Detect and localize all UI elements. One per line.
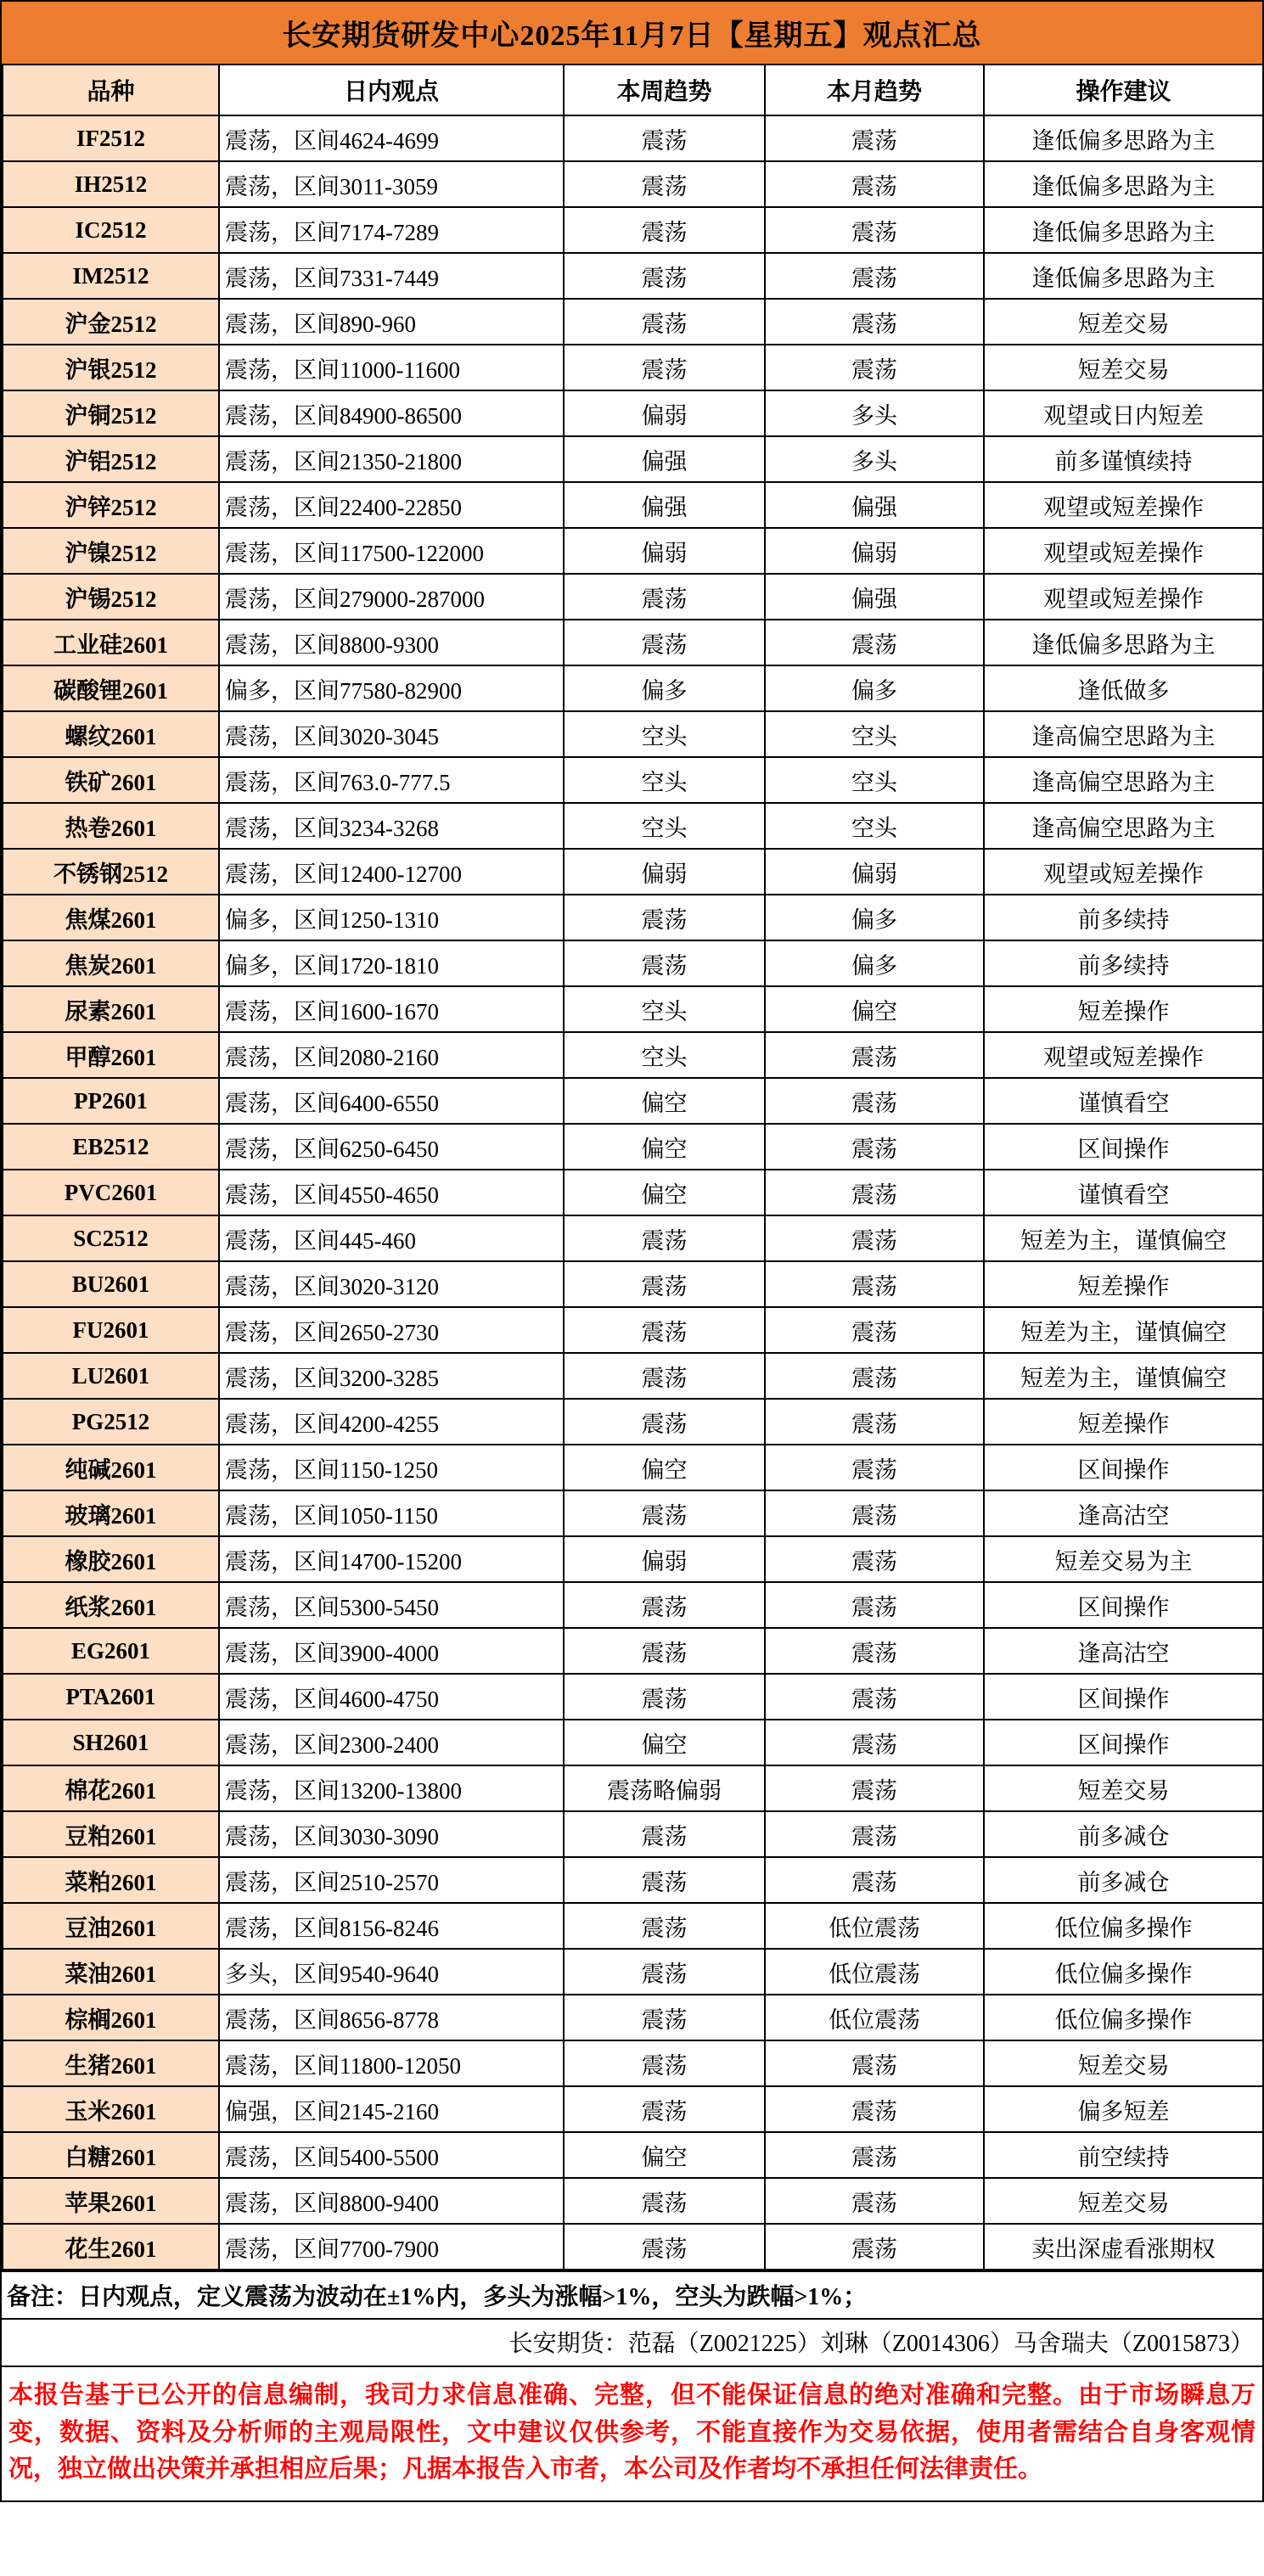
- advice-cell: 短差为主，谨慎偏空: [984, 1353, 1263, 1399]
- variety-cell: 菜粕2601: [3, 1857, 219, 1903]
- variety-cell: 沪镍2512: [3, 528, 219, 574]
- intraday-view-cell: 震荡，区间12400-12700: [219, 849, 564, 895]
- week-trend-cell: 偏空: [564, 2132, 765, 2178]
- month-trend-cell: 低位震荡: [765, 1949, 984, 1995]
- intraday-view-cell: 震荡，区间8800-9400: [219, 2178, 564, 2224]
- table-row: [3, 986, 1263, 1032]
- week-trend-cell: 震荡: [564, 620, 765, 665]
- intraday-view-cell: 震荡，区间22400-22850: [219, 482, 564, 528]
- month-trend-cell: 空头: [765, 757, 984, 803]
- month-trend-cell: 震荡: [765, 1124, 984, 1170]
- table-row: [3, 1399, 1263, 1445]
- intraday-view-cell: 震荡，区间3900-4000: [219, 1628, 564, 1674]
- header-row: [3, 65, 1263, 115]
- month-trend-cell: 震荡: [765, 2224, 984, 2270]
- advice-cell: 短差操作: [984, 986, 1263, 1032]
- month-trend-cell: 偏空: [765, 986, 984, 1032]
- month-trend-cell: 震荡: [765, 345, 984, 390]
- advice-cell: 短差交易为主: [984, 1536, 1263, 1582]
- table-row: [3, 1170, 1263, 1215]
- advice-cell: 逢高偏空思路为主: [984, 803, 1263, 849]
- month-trend-cell: 震荡: [765, 1032, 984, 1078]
- week-trend-cell: 震荡: [564, 1628, 765, 1674]
- column-header-month-trend: 本月趋势: [765, 65, 984, 115]
- month-trend-cell: 震荡: [765, 1720, 984, 1765]
- month-trend-cell: 震荡: [765, 2132, 984, 2178]
- variety-cell: 纸浆2601: [3, 1582, 219, 1628]
- advice-cell: 观望或短差操作: [984, 574, 1263, 620]
- week-trend-cell: 偏弱: [564, 528, 765, 574]
- intraday-view-cell: 震荡，区间445-460: [219, 1215, 564, 1261]
- advice-cell: 前多谨慎续持: [984, 436, 1263, 482]
- advice-cell: 短差为主，谨慎偏空: [984, 1215, 1263, 1261]
- column-header-advice: 操作建议: [984, 65, 1263, 115]
- month-trend-cell: 震荡: [765, 1170, 984, 1215]
- intraday-view-cell: 震荡，区间5300-5450: [219, 1582, 564, 1628]
- intraday-view-cell: 多头，区间9540-9640: [219, 1949, 564, 1995]
- intraday-view-cell: 震荡，区间7700-7900: [219, 2224, 564, 2270]
- week-trend-cell: 震荡: [564, 1811, 765, 1857]
- table-row: [3, 299, 1263, 345]
- month-trend-cell: 空头: [765, 803, 984, 849]
- intraday-view-cell: 震荡，区间1050-1150: [219, 1490, 564, 1536]
- variety-cell: IH2512: [3, 161, 219, 207]
- variety-cell: 菜油2601: [3, 1949, 219, 1995]
- variety-cell: PG2512: [3, 1399, 219, 1445]
- week-trend-cell: 震荡: [564, 2224, 765, 2270]
- variety-cell: 沪锡2512: [3, 574, 219, 620]
- intraday-view-cell: 偏多，区间1720-1810: [219, 940, 564, 986]
- month-trend-cell: 震荡: [765, 1215, 984, 1261]
- intraday-view-cell: 偏强，区间2145-2160: [219, 2086, 564, 2132]
- week-trend-cell: 震荡: [564, 1949, 765, 1995]
- week-trend-cell: 偏空: [564, 1078, 765, 1124]
- intraday-view-cell: 震荡，区间4600-4750: [219, 1674, 564, 1720]
- advice-cell: 短差交易: [984, 2040, 1263, 2086]
- report-title: 长安期货研发中心2025年11月7日【星期五】观点汇总: [2, 2, 1262, 64]
- variety-cell: 沪银2512: [3, 345, 219, 390]
- table-row: [3, 161, 1263, 207]
- month-trend-cell: 震荡: [765, 1628, 984, 1674]
- week-trend-cell: 震荡: [564, 161, 765, 207]
- variety-cell: 焦炭2601: [3, 940, 219, 986]
- month-trend-cell: 震荡: [765, 115, 984, 161]
- advice-cell: 区间操作: [984, 1720, 1263, 1765]
- table-row: [3, 1582, 1263, 1628]
- intraday-view-cell: 震荡，区间1150-1250: [219, 1445, 564, 1490]
- table-row: [3, 574, 1263, 620]
- table-row: [3, 1628, 1263, 1674]
- intraday-view-cell: 偏多，区间1250-1310: [219, 895, 564, 940]
- month-trend-cell: 震荡: [765, 1857, 984, 1903]
- table-body: [3, 115, 1263, 2270]
- week-trend-cell: 偏弱: [564, 849, 765, 895]
- table-row: [3, 1720, 1263, 1765]
- variety-cell: EB2512: [3, 1124, 219, 1170]
- advice-cell: 逢低偏多思路为主: [984, 207, 1263, 253]
- table-row: [3, 2132, 1263, 2178]
- month-trend-cell: 多头: [765, 390, 984, 436]
- intraday-view-cell: 震荡，区间11800-12050: [219, 2040, 564, 2086]
- week-trend-cell: 偏强: [564, 482, 765, 528]
- intraday-view-cell: 震荡，区间4200-4255: [219, 1399, 564, 1445]
- column-header-variety: 品种: [3, 65, 219, 115]
- table-row: [3, 253, 1263, 299]
- variety-cell: SH2601: [3, 1720, 219, 1765]
- week-trend-cell: 震荡: [564, 940, 765, 986]
- table-row: [3, 1353, 1263, 1399]
- variety-cell: 沪锌2512: [3, 482, 219, 528]
- intraday-view-cell: 偏多，区间77580-82900: [219, 665, 564, 711]
- advice-cell: 低位偏多操作: [984, 1995, 1263, 2040]
- advice-cell: 前多减仓: [984, 1857, 1263, 1903]
- week-trend-cell: 震荡: [564, 1215, 765, 1261]
- table-row: [3, 940, 1263, 986]
- week-trend-cell: 震荡: [564, 115, 765, 161]
- month-trend-cell: 偏弱: [765, 849, 984, 895]
- variety-cell: EG2601: [3, 1628, 219, 1674]
- week-trend-cell: 偏空: [564, 1445, 765, 1490]
- variety-cell: 工业硅2601: [3, 620, 219, 665]
- week-trend-cell: 震荡: [564, 207, 765, 253]
- table-row: [3, 345, 1263, 390]
- week-trend-cell: 震荡: [564, 2086, 765, 2132]
- week-trend-cell: 震荡略偏弱: [564, 1765, 765, 1811]
- week-trend-cell: 空头: [564, 757, 765, 803]
- advice-cell: 逢高沽空: [984, 1490, 1263, 1536]
- advice-cell: 短差为主，谨慎偏空: [984, 1307, 1263, 1353]
- month-trend-cell: 偏强: [765, 482, 984, 528]
- variety-cell: IF2512: [3, 115, 219, 161]
- opinion-summary-table: [2, 64, 1264, 2270]
- intraday-view-cell: 震荡，区间14700-15200: [219, 1536, 564, 1582]
- month-trend-cell: 震荡: [765, 620, 984, 665]
- advice-cell: 短差操作: [984, 1261, 1263, 1307]
- month-trend-cell: 震荡: [765, 2086, 984, 2132]
- month-trend-cell: 低位震荡: [765, 1903, 984, 1949]
- variety-cell: IC2512: [3, 207, 219, 253]
- month-trend-cell: 震荡: [765, 1674, 984, 1720]
- week-trend-cell: 空头: [564, 711, 765, 757]
- week-trend-cell: 震荡: [564, 1399, 765, 1445]
- table-row: [3, 207, 1263, 253]
- table-row: [3, 482, 1263, 528]
- note-line: 备注：日内观点，定义震荡为波动在±1%内，多头为涨幅>1%，空头为跌幅>1%；: [2, 2270, 1262, 2318]
- intraday-view-cell: 震荡，区间890-960: [219, 299, 564, 345]
- week-trend-cell: 震荡: [564, 1674, 765, 1720]
- column-header-week-trend: 本周趋势: [564, 65, 765, 115]
- variety-cell: 棉花2601: [3, 1765, 219, 1811]
- intraday-view-cell: 震荡，区间8656-8778: [219, 1995, 564, 2040]
- month-trend-cell: 偏弱: [765, 528, 984, 574]
- advice-cell: 前多续持: [984, 895, 1263, 940]
- advice-cell: 短差交易: [984, 345, 1263, 390]
- week-trend-cell: 偏空: [564, 1170, 765, 1215]
- intraday-view-cell: 震荡，区间11000-11600: [219, 345, 564, 390]
- intraday-view-cell: 震荡，区间3030-3090: [219, 1811, 564, 1857]
- table-row: [3, 1307, 1263, 1353]
- table-row: [3, 1949, 1263, 1995]
- week-trend-cell: 震荡: [564, 2178, 765, 2224]
- variety-cell: 橡胶2601: [3, 1536, 219, 1582]
- month-trend-cell: 震荡: [765, 1078, 984, 1124]
- advice-cell: 卖出深虚看涨期权: [984, 2224, 1263, 2270]
- week-trend-cell: 震荡: [564, 2040, 765, 2086]
- month-trend-cell: 震荡: [765, 2178, 984, 2224]
- month-trend-cell: 震荡: [765, 207, 984, 253]
- advice-cell: 区间操作: [984, 1124, 1263, 1170]
- variety-cell: PVC2601: [3, 1170, 219, 1215]
- week-trend-cell: 震荡: [564, 1307, 765, 1353]
- table-row: [3, 1032, 1263, 1078]
- month-trend-cell: 震荡: [765, 161, 984, 207]
- advice-cell: 短差操作: [984, 1399, 1263, 1445]
- table-row: [3, 1811, 1263, 1857]
- month-trend-cell: 多头: [765, 436, 984, 482]
- variety-cell: PTA2601: [3, 1674, 219, 1720]
- advice-cell: 观望或日内短差: [984, 390, 1263, 436]
- intraday-view-cell: 震荡，区间13200-13800: [219, 1765, 564, 1811]
- table-row: [3, 2086, 1263, 2132]
- variety-cell: FU2601: [3, 1307, 219, 1353]
- column-header-intraday-view: 日内观点: [219, 65, 564, 115]
- table-row: [3, 711, 1263, 757]
- intraday-view-cell: 震荡，区间7174-7289: [219, 207, 564, 253]
- advice-cell: 低位偏多操作: [984, 1949, 1263, 1995]
- advice-cell: 逢高偏空思路为主: [984, 711, 1263, 757]
- variety-cell: 铁矿2601: [3, 757, 219, 803]
- week-trend-cell: 空头: [564, 803, 765, 849]
- advice-cell: 前空续持: [984, 2132, 1263, 2178]
- variety-cell: 不锈钢2512: [3, 849, 219, 895]
- week-trend-cell: 震荡: [564, 574, 765, 620]
- intraday-view-cell: 震荡，区间2650-2730: [219, 1307, 564, 1353]
- table-row: [3, 528, 1263, 574]
- intraday-view-cell: 震荡，区间3234-3268: [219, 803, 564, 849]
- variety-cell: 玻璃2601: [3, 1490, 219, 1536]
- advice-cell: 观望或短差操作: [984, 482, 1263, 528]
- advice-cell: 区间操作: [984, 1445, 1263, 1490]
- month-trend-cell: 空头: [765, 711, 984, 757]
- variety-cell: IM2512: [3, 253, 219, 299]
- variety-cell: 沪铝2512: [3, 436, 219, 482]
- intraday-view-cell: 震荡，区间763.0-777.5: [219, 757, 564, 803]
- table-row: [3, 895, 1263, 940]
- variety-cell: 纯碱2601: [3, 1445, 219, 1490]
- advice-cell: 逢高偏空思路为主: [984, 757, 1263, 803]
- month-trend-cell: 震荡: [765, 1811, 984, 1857]
- table-row: [3, 1261, 1263, 1307]
- week-trend-cell: 空头: [564, 986, 765, 1032]
- week-trend-cell: 震荡: [564, 1490, 765, 1536]
- week-trend-cell: 偏弱: [564, 390, 765, 436]
- month-trend-cell: 震荡: [765, 1399, 984, 1445]
- intraday-view-cell: 震荡，区间7331-7449: [219, 253, 564, 299]
- variety-cell: 生猪2601: [3, 2040, 219, 2086]
- variety-cell: PP2601: [3, 1078, 219, 1124]
- table-row: [3, 1445, 1263, 1490]
- table-row: [3, 757, 1263, 803]
- advice-cell: 区间操作: [984, 1674, 1263, 1720]
- table-row: [3, 390, 1263, 436]
- week-trend-cell: 震荡: [564, 1261, 765, 1307]
- week-trend-cell: 偏空: [564, 1720, 765, 1765]
- month-trend-cell: 震荡: [765, 1261, 984, 1307]
- intraday-view-cell: 震荡，区间3200-3285: [219, 1353, 564, 1399]
- advice-cell: 偏多短差: [984, 2086, 1263, 2132]
- table-row: [3, 2178, 1263, 2224]
- table-row: [3, 1490, 1263, 1536]
- table-row: [3, 1215, 1263, 1261]
- variety-cell: SC2512: [3, 1215, 219, 1261]
- advice-cell: 谨慎看空: [984, 1078, 1263, 1124]
- week-trend-cell: 震荡: [564, 253, 765, 299]
- intraday-view-cell: 震荡，区间2080-2160: [219, 1032, 564, 1078]
- month-trend-cell: 震荡: [765, 1582, 984, 1628]
- table-row: [3, 1903, 1263, 1949]
- table-row: [3, 1995, 1263, 2040]
- month-trend-cell: 震荡: [765, 1353, 984, 1399]
- week-trend-cell: 偏空: [564, 1124, 765, 1170]
- intraday-view-cell: 震荡，区间3020-3120: [219, 1261, 564, 1307]
- table-row: [3, 803, 1263, 849]
- advice-cell: 逢低偏多思路为主: [984, 161, 1263, 207]
- table-row: [3, 2224, 1263, 2270]
- advice-cell: 谨慎看空: [984, 1170, 1263, 1215]
- variety-cell: 甲醇2601: [3, 1032, 219, 1078]
- variety-cell: 沪铜2512: [3, 390, 219, 436]
- advice-cell: 逢低做多: [984, 665, 1263, 711]
- variety-cell: 螺纹2601: [3, 711, 219, 757]
- variety-cell: 碳酸锂2601: [3, 665, 219, 711]
- month-trend-cell: 震荡: [765, 1490, 984, 1536]
- intraday-view-cell: 震荡，区间6400-6550: [219, 1078, 564, 1124]
- week-trend-cell: 偏弱: [564, 1536, 765, 1582]
- variety-cell: 花生2601: [3, 2224, 219, 2270]
- advice-cell: 观望或短差操作: [984, 1032, 1263, 1078]
- intraday-view-cell: 震荡，区间2300-2400: [219, 1720, 564, 1765]
- table-row: [3, 665, 1263, 711]
- table-row: [3, 1124, 1263, 1170]
- week-trend-cell: 空头: [564, 1032, 765, 1078]
- advice-cell: 前多续持: [984, 940, 1263, 986]
- intraday-view-cell: 震荡，区间2510-2570: [219, 1857, 564, 1903]
- advice-cell: 观望或短差操作: [984, 528, 1263, 574]
- advice-cell: 逢低偏多思路为主: [984, 253, 1263, 299]
- month-trend-cell: 震荡: [765, 1307, 984, 1353]
- intraday-view-cell: 震荡，区间4550-4650: [219, 1170, 564, 1215]
- month-trend-cell: 偏多: [765, 665, 984, 711]
- intraday-view-cell: 震荡，区间3020-3045: [219, 711, 564, 757]
- table-row: [3, 436, 1263, 482]
- advice-cell: 短差交易: [984, 1765, 1263, 1811]
- analyst-signature-line: 长安期货：范磊（Z0021225）刘琳（Z0014306）马舍瑞夫（Z0015873）: [2, 2318, 1262, 2366]
- week-trend-cell: 偏多: [564, 665, 765, 711]
- table-row: [3, 2040, 1263, 2086]
- advice-cell: 逢高沽空: [984, 1628, 1263, 1674]
- table-row: [3, 1765, 1263, 1811]
- advice-cell: 短差交易: [984, 299, 1263, 345]
- intraday-view-cell: 震荡，区间84900-86500: [219, 390, 564, 436]
- variety-cell: 苹果2601: [3, 2178, 219, 2224]
- week-trend-cell: 偏强: [564, 436, 765, 482]
- month-trend-cell: 偏多: [765, 940, 984, 986]
- week-trend-cell: 震荡: [564, 1857, 765, 1903]
- week-trend-cell: 震荡: [564, 1582, 765, 1628]
- table-header: [3, 65, 1263, 115]
- table-row: [3, 1078, 1263, 1124]
- month-trend-cell: 震荡: [765, 299, 984, 345]
- table-row: [3, 849, 1263, 895]
- intraday-view-cell: 震荡，区间8156-8246: [219, 1903, 564, 1949]
- variety-cell: BU2601: [3, 1261, 219, 1307]
- intraday-view-cell: 震荡，区间279000-287000: [219, 574, 564, 620]
- month-trend-cell: 偏多: [765, 895, 984, 940]
- table-row: [3, 1536, 1263, 1582]
- month-trend-cell: 震荡: [765, 253, 984, 299]
- month-trend-cell: 偏强: [765, 574, 984, 620]
- intraday-view-cell: 震荡，区间21350-21800: [219, 436, 564, 482]
- advice-cell: 短差交易: [984, 2178, 1263, 2224]
- advice-cell: 前多减仓: [984, 1811, 1263, 1857]
- intraday-view-cell: 震荡，区间6250-6450: [219, 1124, 564, 1170]
- intraday-view-cell: 震荡，区间3011-3059: [219, 161, 564, 207]
- table-row: [3, 620, 1263, 665]
- week-trend-cell: 震荡: [564, 1903, 765, 1949]
- advice-cell: 逢低偏多思路为主: [984, 115, 1263, 161]
- table-row: [3, 1857, 1263, 1903]
- intraday-view-cell: 震荡，区间8800-9300: [219, 620, 564, 665]
- variety-cell: 焦煤2601: [3, 895, 219, 940]
- advice-cell: 观望或短差操作: [984, 849, 1263, 895]
- variety-cell: 热卷2601: [3, 803, 219, 849]
- variety-cell: 玉米2601: [3, 2086, 219, 2132]
- week-trend-cell: 震荡: [564, 1353, 765, 1399]
- week-trend-cell: 震荡: [564, 345, 765, 390]
- variety-cell: 沪金2512: [3, 299, 219, 345]
- month-trend-cell: 震荡: [765, 2040, 984, 2086]
- week-trend-cell: 震荡: [564, 299, 765, 345]
- variety-cell: LU2601: [3, 1353, 219, 1399]
- advice-cell: 区间操作: [984, 1582, 1263, 1628]
- intraday-view-cell: 震荡，区间117500-122000: [219, 528, 564, 574]
- week-trend-cell: 震荡: [564, 1995, 765, 2040]
- intraday-view-cell: 震荡，区间1600-1670: [219, 986, 564, 1032]
- table-row: [3, 115, 1263, 161]
- advice-cell: 逢低偏多思路为主: [984, 620, 1263, 665]
- month-trend-cell: 低位震荡: [765, 1995, 984, 2040]
- variety-cell: 豆粕2601: [3, 1811, 219, 1857]
- variety-cell: 尿素2601: [3, 986, 219, 1032]
- variety-cell: 白糖2601: [3, 2132, 219, 2178]
- intraday-view-cell: 震荡，区间4624-4699: [219, 115, 564, 161]
- week-trend-cell: 震荡: [564, 895, 765, 940]
- table-row: [3, 1674, 1263, 1720]
- month-trend-cell: 震荡: [765, 1765, 984, 1811]
- disclaimer-text: 本报告基于已公开的信息编制，我司力求信息准确、完整，但不能保证信息的绝对准确和完整。由于市场瞬息万变，数据、资料及分析师的主观局限性，文中建议仅供参考，不能直接作为交易依据，使用者需结合自身客观情况，独立做出决策并承担相应后果；凡据本报告入市者，本公司及作者均不承担任何法律责任。: [2, 2366, 1262, 2500]
- variety-cell: 豆油2601: [3, 1903, 219, 1949]
- month-trend-cell: 震荡: [765, 1536, 984, 1582]
- variety-cell: 棕榈2601: [3, 1995, 219, 2040]
- intraday-view-cell: 震荡，区间5400-5500: [219, 2132, 564, 2178]
- advice-cell: 低位偏多操作: [984, 1903, 1263, 1949]
- month-trend-cell: 震荡: [765, 1445, 984, 1490]
